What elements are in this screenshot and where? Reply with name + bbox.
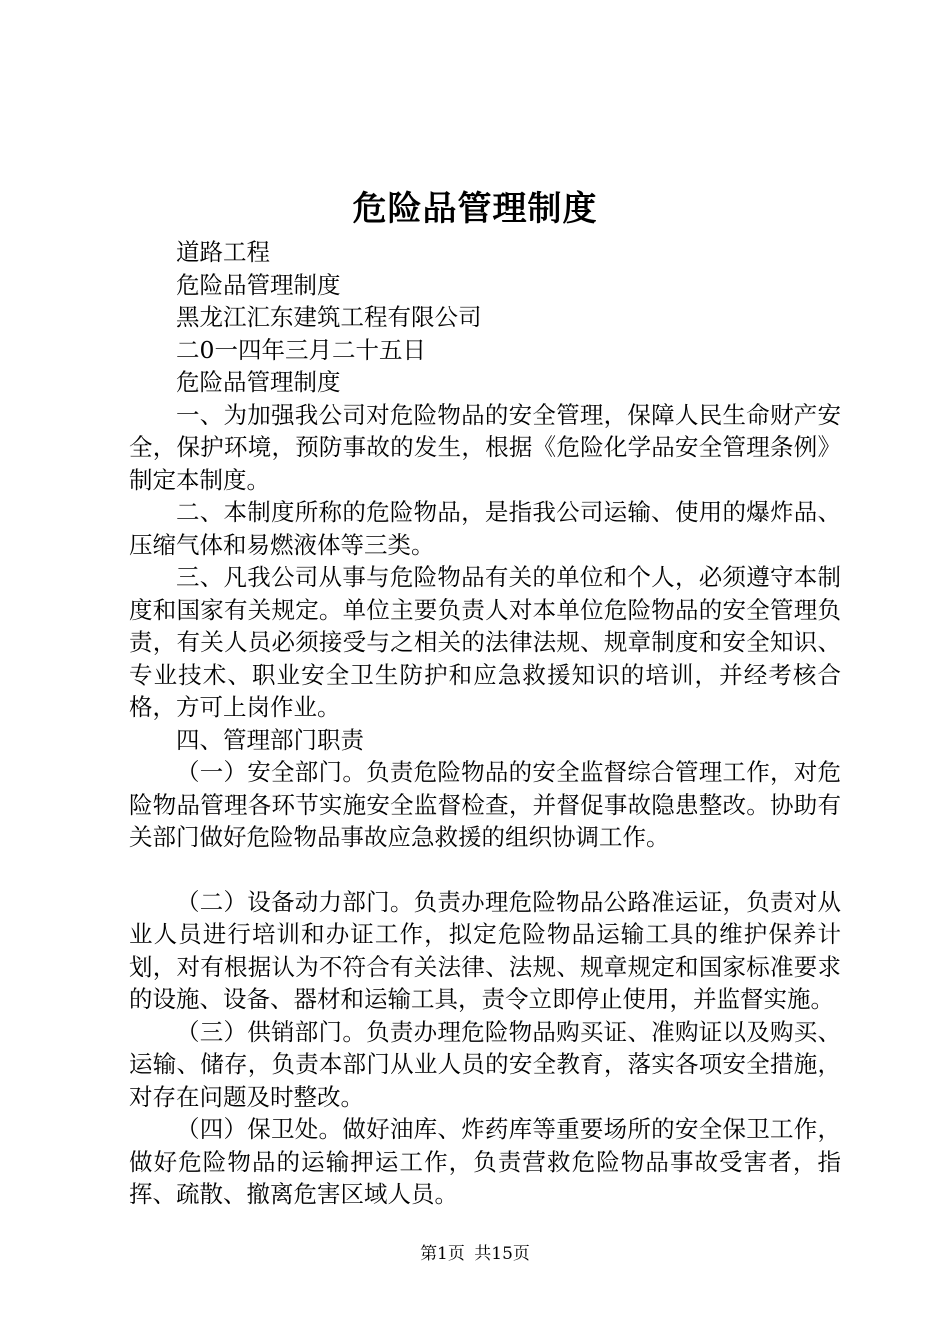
company-name: 黑龙江汇东建筑工程有限公司 — [176, 303, 482, 331]
subtitle-project: 道路工程 — [176, 238, 270, 266]
clause-4-2: （二）设备动力部门。负责办理危险物品公路准运证，负责对从业人员进行培训和办证工作，拟定危险物品运输工具的维护保养计划，对有根据认为不符合有关法律、法规、规章规定和国家标准要求的设施、设备、器材和运输工具，责令立即停止使用，并监督实施。 — [129, 887, 841, 1013]
document-body — [129, 236, 841, 1211]
clause-4-heading: 四、管理部门职责 — [176, 725, 364, 754]
clause-1: 一、为加强我公司对危险物品的安全管理，保障人民生命财产安全，保护环境，预防事故的发生，根据《危险化学品安全管理条例》制定本制度。 — [129, 400, 841, 494]
document-date: 二0一四年三月二十五日 — [176, 335, 426, 364]
page-title: 危险品管理制度 — [352, 189, 598, 229]
clause-4-1: （一）安全部门。负责危险物品的安全监督综合管理工作，对危险物品管理各环节实施安全监督检查，并督促事故隐患整改。协助有关部门做好危险物品事故应急救援的组织协调工作。 — [129, 758, 841, 851]
clause-4-4: （四）保卫处。做好油库、炸药库等重要场所的安全保卫工作，做好危险物品的运输押运工作，负责营救危险物品事故受害者，指挥、疏散、撤离危害区域人员。 — [129, 1115, 841, 1208]
section-heading: 危险品管理制度 — [176, 368, 341, 396]
clause-3: 三、凡我公司从事与危险物品有关的单位和个人，必须遵守本制度和国家有关规定。单位主要负责人对本单位危险物品的安全管理负责，有关人员必须接受与之相关的法律法规、规章制度和安全知识、专业技术、职业安全卫生防护和应急救援知识的培训，并经考核合格，方可上岗作业。 — [129, 563, 841, 721]
clause-2: 二、本制度所称的危险物品，是指我公司运输、使用的爆炸品、压缩气体和易燃液体等三类。 — [129, 498, 841, 559]
clause-4-3: （三）供销部门。负责办理危险物品购买证、准购证以及购买、运输、储存，负责本部门从业人员的安全教育，落实各项安全措施，对存在问题及时整改。 — [129, 1017, 841, 1111]
page-footer: 第1页 共15页 — [420, 1244, 530, 1264]
subtitle-doc-name: 危险品管理制度 — [176, 270, 341, 299]
